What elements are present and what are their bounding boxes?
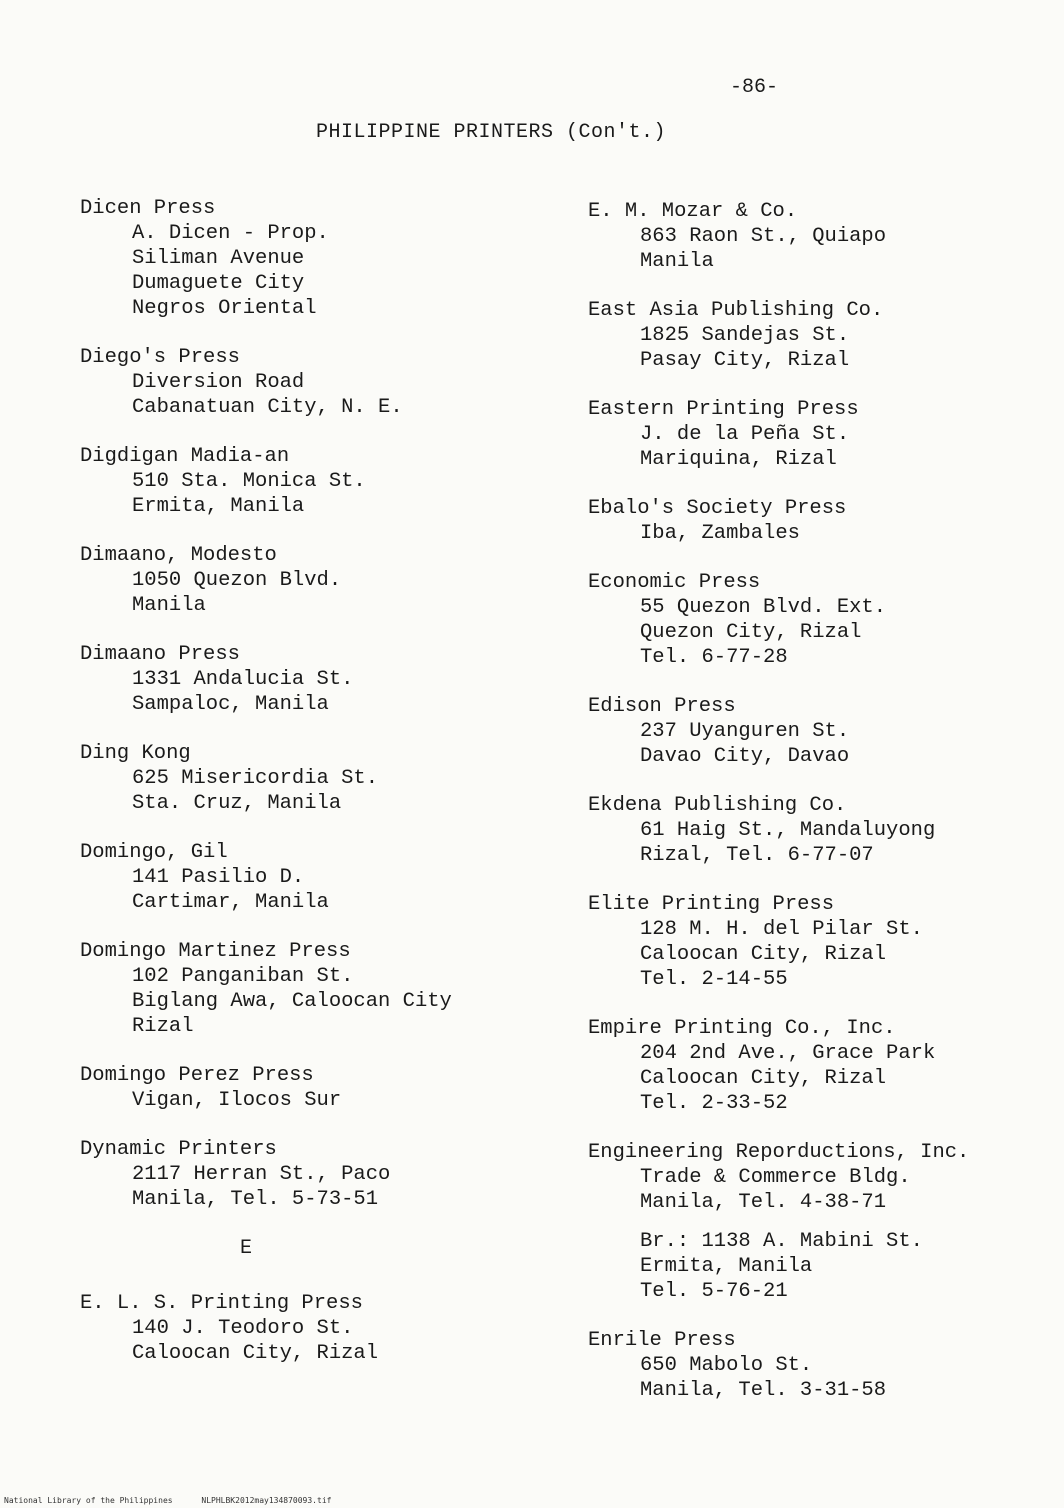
entry-name: Economic Press [588, 571, 761, 594]
entry-address-line: Quezon City, Rizal [640, 621, 862, 644]
left-entry-list-e [80, 1291, 520, 1366]
directory-entry [80, 196, 520, 321]
entry-name: Dynamic Printers [80, 1138, 277, 1161]
entry-address-line: Tel. 2-33-52 [640, 1092, 788, 1115]
directory-entry [80, 444, 520, 519]
entry-address-line: Sampaloc, Manila [132, 693, 329, 716]
left-entry-list [80, 196, 520, 1212]
entry-name: Engineering Reporductions, Inc. [588, 1141, 970, 1164]
entry-address-line: Biglang Awa, Caloocan City [132, 990, 452, 1013]
entry-name: Digdigan Madia-an [80, 445, 290, 468]
directory-entry [80, 840, 520, 915]
directory-entry [588, 793, 1028, 868]
entry-name: Domingo Perez Press [80, 1064, 314, 1087]
entry-address-line: Cabanatuan City, N. E. [132, 396, 403, 419]
entry-address-line: Trade & Commerce Bldg. [640, 1166, 911, 1189]
scan-footer [4, 1496, 355, 1505]
entry-address-line: 55 Quezon Blvd. Ext. [640, 596, 887, 619]
entry-name: Domingo, Gil [80, 841, 228, 864]
directory-entry [80, 543, 520, 618]
directory-entry [588, 694, 1028, 769]
entry-address-line: 863 Raon St., Quiapo [640, 225, 887, 248]
entry-name: Dimaano Press [80, 643, 240, 666]
entry-address-line: 61 Haig St., Mandaluyong [640, 819, 936, 842]
directory-entry [80, 345, 520, 420]
entry-address-line: Manila [640, 250, 714, 273]
entry-address-line: Caloocan City, Rizal [640, 1067, 887, 1090]
entry-name: E. M. Mozar & Co. [588, 200, 798, 223]
branch-address-line: Br.: 1138 A. Mabini St. [640, 1230, 923, 1253]
entry-address-line: Pasay City, Rizal [640, 349, 850, 372]
branch-address-line: Ermita, Manila [640, 1255, 813, 1278]
directory-entry [588, 892, 1028, 992]
page-number: -86- [730, 76, 779, 99]
directory-entry [588, 298, 1028, 373]
entry-name: Eastern Printing Press [588, 398, 859, 421]
entry-address-line: Dumaguete City [132, 272, 305, 295]
section-letter: E [240, 1237, 253, 1260]
entry-address-line: Ermita, Manila [132, 495, 305, 518]
entry-name: Dicen Press [80, 197, 216, 220]
entry-address-line: 140 J. Teodoro St. [132, 1317, 354, 1340]
directory-entry [80, 741, 520, 816]
branch-address-line: Tel. 5-76-21 [640, 1280, 788, 1303]
directory-entry [588, 1016, 1028, 1116]
entry-address-line: 128 M. H. del Pilar St. [640, 918, 923, 941]
entry-name: Edison Press [588, 695, 736, 718]
left-column [80, 196, 520, 1390]
entry-address-line: 204 2nd Ave., Grace Park [640, 1042, 936, 1065]
entry-address-line: 650 Mabolo St. [640, 1354, 813, 1377]
directory-entry [588, 397, 1028, 472]
entry-address-line: Tel. 2-14-55 [640, 968, 788, 991]
directory-entry [588, 570, 1028, 670]
entry-name: East Asia Publishing Co. [588, 299, 884, 322]
directory-entry [80, 939, 520, 1039]
entry-name: Diego's Press [80, 346, 240, 369]
entry-address-line: 237 Uyanguren St. [640, 720, 850, 743]
entry-address-line: Cartimar, Manila [132, 891, 329, 914]
entry-address-line: Rizal, Tel. 6-77-07 [640, 844, 874, 867]
entry-address-line: 141 Pasilio D. [132, 866, 305, 889]
directory-entry [80, 642, 520, 717]
directory-entry [80, 1137, 520, 1212]
footer-library: National Library of the Philippines [4, 1496, 173, 1505]
directory-entry [80, 1063, 520, 1113]
directory-entry [588, 496, 1028, 546]
entry-address-line: 1331 Andalucia St. [132, 668, 354, 691]
entry-address-line: 1050 Quezon Blvd. [132, 569, 342, 592]
entry-branch [588, 1229, 1028, 1304]
entry-name: Ekdena Publishing Co. [588, 794, 847, 817]
entry-address-line: Manila, Tel. 3-31-58 [640, 1379, 887, 1402]
entry-address-line: 1825 Sandejas St. [640, 324, 850, 347]
entry-address-line: Davao City, Davao [640, 745, 850, 768]
entry-name: Elite Printing Press [588, 893, 835, 916]
directory-entry [80, 1291, 520, 1366]
entry-address-line: Diversion Road [132, 371, 305, 394]
entry-address-line: Iba, Zambales [640, 522, 800, 545]
entry-address-line: J. de la Peña St. [640, 423, 850, 446]
entry-name: Ding Kong [80, 742, 191, 765]
entry-address-line: Tel. 6-77-28 [640, 646, 788, 669]
entry-address-line: Negros Oriental [132, 297, 317, 320]
entry-address-line: 625 Misericordia St. [132, 767, 379, 790]
entry-address-line: Manila, Tel. 4-38-71 [640, 1191, 887, 1214]
entry-address-line: Caloocan City, Rizal [640, 943, 887, 966]
entry-name: E. L. S. Printing Press [80, 1292, 363, 1315]
entry-address-line: 102 Panganiban St. [132, 965, 354, 988]
entry-name: Domingo Martinez Press [80, 940, 351, 963]
entry-address-line: Caloocan City, Rizal [132, 1342, 379, 1365]
directory-entry [588, 1140, 1028, 1304]
entry-address-line: Rizal [132, 1015, 194, 1038]
entry-address-line: 2117 Herran St., Paco [132, 1163, 391, 1186]
entry-address-line: Manila [132, 594, 206, 617]
entry-address-line: Siliman Avenue [132, 247, 305, 270]
entry-address-line: Sta. Cruz, Manila [132, 792, 342, 815]
footer-file-id: NLPHLBK2012may134870093.tif [201, 1496, 332, 1505]
entry-address-line: A. Dicen - Prop. [132, 222, 329, 245]
entry-address-line: Mariquina, Rizal [640, 448, 837, 471]
entry-name: Dimaano, Modesto [80, 544, 277, 567]
entry-address-line: 510 Sta. Monica St. [132, 470, 366, 493]
entry-address-line: Manila, Tel. 5-73-51 [132, 1188, 379, 1211]
page-title: PHILIPPINE PRINTERS (Con't.) [316, 121, 667, 144]
directory-entry [588, 199, 1028, 274]
right-column [588, 199, 1028, 1427]
right-entry-list [588, 199, 1028, 1403]
entry-name: Enrile Press [588, 1329, 736, 1352]
directory-entry [588, 1328, 1028, 1403]
entry-name: Ebalo's Society Press [588, 497, 847, 520]
entry-name: Empire Printing Co., Inc. [588, 1017, 896, 1040]
entry-address-line: Vigan, Ilocos Sur [132, 1089, 342, 1112]
